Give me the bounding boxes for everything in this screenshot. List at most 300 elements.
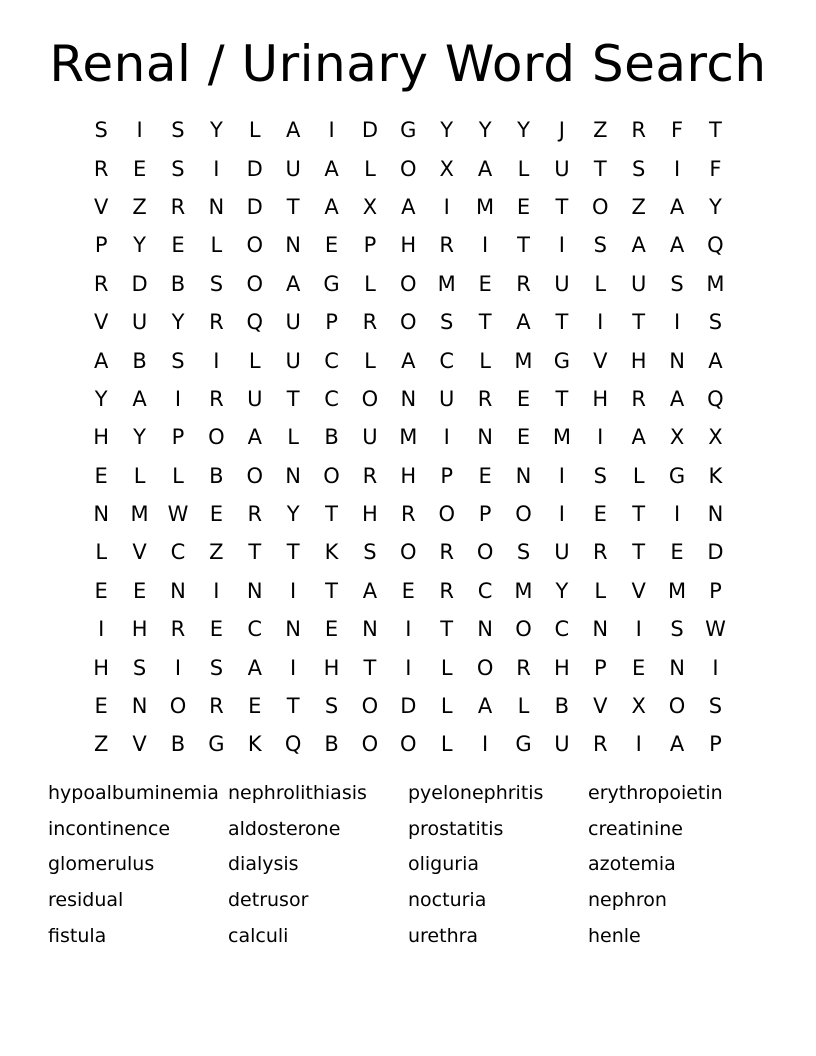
grid-letter[interactable]: K: [324, 540, 339, 565]
grid-letter[interactable]: N: [669, 348, 685, 373]
grid-letter[interactable]: E: [209, 617, 223, 642]
grid-letter[interactable]: H: [400, 463, 417, 488]
grid-letter[interactable]: S: [171, 348, 185, 373]
grid-letter[interactable]: R: [209, 386, 224, 411]
grid-letter[interactable]: S: [209, 655, 224, 680]
grid-letter[interactable]: Q: [707, 386, 724, 411]
grid-letter[interactable]: E: [401, 578, 415, 603]
grid-letter[interactable]: T: [325, 578, 338, 603]
grid-letter[interactable]: O: [361, 386, 379, 411]
grid-letter[interactable]: R: [209, 310, 224, 335]
grid-letter[interactable]: T: [517, 233, 530, 258]
grid-letter[interactable]: N: [515, 463, 532, 488]
grid-letter[interactable]: I: [290, 655, 297, 680]
grid-letter[interactable]: O: [208, 425, 225, 450]
grid-letter[interactable]: E: [516, 425, 531, 450]
grid-letter[interactable]: N: [707, 502, 724, 527]
grid-letter[interactable]: R: [592, 540, 608, 565]
grid-letter[interactable]: O: [438, 502, 455, 527]
grid-letter[interactable]: Y: [517, 118, 530, 143]
grid-letter[interactable]: N: [400, 386, 417, 411]
grid-letter[interactable]: G: [515, 732, 532, 757]
grid-letter[interactable]: O: [515, 502, 532, 527]
grid-letter[interactable]: T: [325, 502, 338, 527]
grid-letter[interactable]: O: [476, 540, 494, 565]
grid-letter[interactable]: S: [209, 271, 224, 296]
grid-letter[interactable]: I: [673, 310, 681, 335]
grid-letter[interactable]: U: [554, 271, 570, 296]
grid-letter[interactable]: T: [363, 655, 377, 680]
grid-letter[interactable]: S: [593, 463, 607, 488]
grid-letter[interactable]: I: [213, 156, 220, 181]
grid-letter[interactable]: J: [558, 118, 565, 143]
grid-letter[interactable]: P: [709, 578, 722, 603]
puzzle-title: Renal / Urinary Word Search: [49, 35, 767, 93]
grid-letter[interactable]: I: [136, 118, 143, 143]
grid-letter[interactable]: I: [673, 156, 681, 181]
grid-letter[interactable]: Z: [593, 118, 608, 143]
grid-letter[interactable]: I: [558, 233, 565, 258]
grid-letter[interactable]: Y: [209, 118, 223, 143]
grid-letter[interactable]: P: [171, 425, 185, 450]
grid-letter[interactable]: O: [361, 732, 379, 757]
grid-letter[interactable]: L: [364, 271, 376, 296]
grid-letter[interactable]: E: [478, 271, 492, 296]
grid-letter[interactable]: A: [669, 386, 685, 411]
word-list-item: calculi: [228, 924, 289, 947]
grid-letter[interactable]: N: [669, 655, 685, 680]
grid-letter[interactable]: M: [552, 425, 571, 450]
grid-letter[interactable]: R: [209, 694, 224, 719]
grid-letter[interactable]: I: [482, 732, 489, 757]
grid-letter[interactable]: O: [668, 694, 686, 719]
grid-letter[interactable]: R: [439, 540, 454, 565]
grid-letter[interactable]: A: [247, 425, 262, 450]
grid-letter[interactable]: M: [514, 348, 533, 373]
grid-letter[interactable]: M: [437, 271, 456, 296]
grid-letter[interactable]: A: [324, 156, 339, 181]
grid-letter[interactable]: E: [478, 463, 492, 488]
grid-letter[interactable]: Z: [132, 194, 147, 219]
grid-letter[interactable]: L: [287, 425, 299, 450]
grid-letter[interactable]: E: [94, 578, 108, 603]
grid-letter[interactable]: S: [670, 271, 684, 296]
grid-letter[interactable]: N: [246, 578, 263, 603]
grid-letter[interactable]: L: [632, 463, 645, 488]
grid-letter[interactable]: N: [285, 617, 301, 642]
grid-letter[interactable]: A: [477, 694, 493, 719]
grid-letter[interactable]: R: [247, 502, 263, 527]
grid-letter[interactable]: I: [712, 655, 719, 680]
grid-letter[interactable]: H: [131, 617, 148, 642]
grid-letter[interactable]: U: [285, 310, 301, 335]
grid-letter[interactable]: B: [324, 425, 339, 450]
grid-letter[interactable]: Y: [171, 310, 185, 335]
grid-letter[interactable]: T: [632, 310, 646, 335]
grid-letter[interactable]: C: [247, 617, 263, 642]
grid-letter[interactable]: K: [247, 732, 262, 757]
grid-letter[interactable]: R: [93, 271, 109, 296]
grid-letter[interactable]: A: [669, 233, 685, 258]
grid-letter[interactable]: O: [361, 694, 379, 719]
grid-letter[interactable]: I: [443, 425, 450, 450]
grid-letter[interactable]: I: [673, 502, 681, 527]
grid-letter[interactable]: L: [248, 348, 261, 373]
grid-letter[interactable]: I: [213, 578, 220, 603]
grid-letter[interactable]: Y: [94, 386, 108, 411]
grid-letter[interactable]: A: [132, 386, 147, 411]
grid-letter[interactable]: G: [208, 732, 225, 757]
grid-letter[interactable]: L: [364, 348, 376, 373]
grid-letter[interactable]: H: [630, 348, 647, 373]
grid-letter[interactable]: P: [440, 463, 454, 488]
grid-letter[interactable]: P: [478, 502, 492, 527]
grid-letter[interactable]: U: [362, 425, 378, 450]
word-list-item: oliguria: [408, 853, 480, 876]
grid-letter[interactable]: L: [364, 156, 376, 181]
grid-letter[interactable]: A: [631, 425, 646, 450]
grid-letter[interactable]: L: [517, 694, 530, 719]
grid-letter[interactable]: N: [170, 578, 186, 603]
grid-letter[interactable]: U: [554, 156, 570, 181]
grid-letter[interactable]: R: [362, 310, 378, 335]
grid-letter[interactable]: O: [592, 194, 609, 219]
grid-letter[interactable]: E: [324, 233, 339, 258]
grid-letter[interactable]: T: [286, 194, 300, 219]
grid-letter[interactable]: A: [477, 156, 493, 181]
grid-letter[interactable]: A: [324, 194, 339, 219]
grid-letter[interactable]: R: [516, 271, 531, 296]
grid-letter[interactable]: A: [362, 578, 378, 603]
grid-letter[interactable]: O: [476, 655, 494, 680]
grid-letter[interactable]: R: [631, 118, 646, 143]
grid-letter[interactable]: L: [172, 463, 184, 488]
grid-letter[interactable]: I: [405, 655, 412, 680]
grid-letter[interactable]: D: [246, 194, 263, 219]
grid-letter[interactable]: I: [635, 732, 642, 757]
grid-letter[interactable]: Y: [133, 425, 146, 450]
grid-letter[interactable]: V: [132, 540, 147, 565]
grid-letter[interactable]: L: [95, 540, 108, 565]
grid-letter[interactable]: T: [286, 386, 300, 411]
grid-letter[interactable]: S: [171, 156, 185, 181]
grid-letter[interactable]: B: [209, 463, 224, 488]
grid-letter[interactable]: S: [708, 694, 723, 719]
grid-letter[interactable]: Y: [440, 118, 454, 143]
grid-letter[interactable]: L: [440, 694, 453, 719]
grid-letter[interactable]: P: [593, 655, 607, 680]
grid-letter[interactable]: U: [630, 271, 647, 296]
grid-letter[interactable]: X: [362, 194, 378, 219]
word-list-item: dialysis: [228, 853, 299, 876]
grid-letter[interactable]: A: [708, 348, 723, 373]
grid-letter[interactable]: W: [705, 617, 726, 642]
grid-letter[interactable]: D: [361, 118, 379, 143]
grid-letter[interactable]: L: [479, 348, 491, 373]
grid-letter[interactable]: H: [400, 233, 417, 258]
grid-letter[interactable]: T: [709, 118, 722, 143]
grid-letter[interactable]: N: [285, 463, 301, 488]
grid-letter[interactable]: B: [170, 732, 186, 757]
grid-letter[interactable]: B: [170, 271, 186, 296]
grid-letter[interactable]: I: [635, 617, 642, 642]
grid-letter[interactable]: T: [478, 310, 492, 335]
grid-letter[interactable]: Q: [707, 233, 724, 258]
grid-letter[interactable]: S: [324, 694, 339, 719]
grid-letter[interactable]: R: [516, 655, 531, 680]
grid-letter[interactable]: E: [670, 540, 684, 565]
grid-letter[interactable]: R: [401, 502, 416, 527]
word-list-item: erythropoietin: [588, 782, 723, 804]
grid-letter[interactable]: E: [94, 463, 108, 488]
grid-letter[interactable]: O: [323, 463, 340, 488]
grid-letter[interactable]: T: [440, 617, 454, 642]
grid-letter[interactable]: B: [132, 348, 147, 373]
grid-letter[interactable]: R: [592, 732, 608, 757]
grid-letter[interactable]: Y: [133, 233, 146, 258]
grid-letter[interactable]: E: [94, 694, 108, 719]
grid-letter[interactable]: V: [132, 732, 147, 757]
grid-letter[interactable]: U: [554, 732, 570, 757]
grid-letter[interactable]: F: [709, 156, 722, 181]
word-list-item: incontinence: [48, 817, 171, 840]
grid-letter[interactable]: R: [93, 156, 109, 181]
grid-letter[interactable]: E: [516, 194, 531, 219]
grid-letter[interactable]: L: [517, 156, 530, 181]
grid-letter[interactable]: R: [439, 578, 454, 603]
grid-letter[interactable]: W: [167, 502, 189, 527]
grid-letter[interactable]: S: [132, 655, 147, 680]
grid-letter[interactable]: I: [174, 386, 182, 411]
grid-letter[interactable]: H: [553, 655, 570, 680]
grid-letter[interactable]: S: [670, 617, 684, 642]
grid-letter[interactable]: U: [285, 156, 301, 181]
grid-letter[interactable]: U: [439, 386, 455, 411]
grid-letter[interactable]: A: [401, 194, 416, 219]
grid-letter[interactable]: O: [400, 310, 417, 335]
grid-letter[interactable]: T: [286, 694, 300, 719]
grid-letter[interactable]: S: [363, 540, 377, 565]
grid-letter[interactable]: I: [174, 655, 182, 680]
grid-letter[interactable]: L: [248, 118, 261, 143]
grid-letter[interactable]: G: [668, 463, 686, 488]
grid-letter[interactable]: X: [439, 156, 454, 181]
grid-letter[interactable]: O: [246, 271, 264, 296]
grid-letter[interactable]: O: [400, 156, 417, 181]
grid-letter[interactable]: I: [597, 425, 604, 450]
grid-letter[interactable]: U: [247, 386, 263, 411]
grid-letter[interactable]: C: [170, 540, 186, 565]
grid-letter[interactable]: T: [555, 386, 569, 411]
grid-letter[interactable]: R: [362, 463, 378, 488]
grid-letter[interactable]: U: [285, 348, 301, 373]
grid-letter[interactable]: G: [400, 118, 417, 143]
grid-letter[interactable]: A: [285, 118, 301, 143]
grid-letter[interactable]: T: [632, 540, 646, 565]
grid-letter[interactable]: N: [131, 694, 148, 719]
grid-letter[interactable]: A: [247, 655, 262, 680]
grid-letter[interactable]: R: [170, 194, 186, 219]
grid-letter[interactable]: O: [246, 233, 264, 258]
grid-letter[interactable]: I: [328, 118, 335, 143]
grid-letter[interactable]: Z: [94, 732, 109, 757]
grid-letter[interactable]: M: [399, 425, 418, 450]
grid-letter[interactable]: U: [131, 310, 148, 335]
grid-letter[interactable]: V: [631, 578, 646, 603]
grid-letter[interactable]: S: [94, 118, 108, 143]
grid-letter[interactable]: C: [324, 386, 339, 411]
grid-letter[interactable]: D: [246, 156, 263, 181]
grid-letter[interactable]: T: [555, 310, 569, 335]
grid-letter[interactable]: E: [516, 386, 531, 411]
grid-letter[interactable]: P: [709, 732, 722, 757]
grid-letter[interactable]: C: [324, 348, 339, 373]
grid-letter[interactable]: N: [477, 425, 493, 450]
grid-letter[interactable]: L: [210, 233, 223, 258]
grid-letter[interactable]: I: [558, 502, 565, 527]
grid-letter[interactable]: D: [400, 694, 417, 719]
grid-letter[interactable]: Q: [284, 732, 302, 757]
grid-letter[interactable]: T: [286, 540, 300, 565]
grid-letter[interactable]: M: [130, 502, 149, 527]
grid-letter[interactable]: F: [671, 118, 684, 143]
grid-letter[interactable]: N: [93, 502, 110, 527]
grid-letter[interactable]: N: [208, 194, 225, 219]
grid-letter[interactable]: U: [554, 540, 570, 565]
grid-letter[interactable]: Y: [709, 194, 722, 219]
grid-letter[interactable]: Y: [286, 502, 300, 527]
grid-letter[interactable]: O: [400, 732, 417, 757]
grid-letter[interactable]: A: [669, 194, 685, 219]
grid-letter[interactable]: I: [213, 348, 220, 373]
grid-letter[interactable]: I: [98, 617, 105, 642]
grid-letter[interactable]: M: [706, 271, 725, 296]
grid-letter[interactable]: A: [669, 732, 685, 757]
word-list-item: nephron: [588, 889, 667, 912]
grid-letter[interactable]: M: [667, 578, 687, 603]
grid-letter[interactable]: E: [248, 694, 262, 719]
grid-letter[interactable]: V: [94, 194, 109, 219]
grid-letter[interactable]: H: [93, 655, 110, 680]
grid-letter[interactable]: M: [476, 194, 495, 219]
grid-letter[interactable]: N: [592, 617, 609, 642]
grid-letter[interactable]: S: [631, 156, 646, 181]
word-list-item: detrusor: [228, 889, 309, 912]
grid-letter[interactable]: E: [171, 233, 185, 258]
word-list-item: residual: [48, 889, 124, 912]
grid-letter[interactable]: A: [94, 348, 109, 373]
grid-letter[interactable]: C: [439, 348, 455, 373]
grid-letter[interactable]: Y: [478, 118, 492, 143]
grid-letter[interactable]: I: [290, 578, 297, 603]
grid-letter[interactable]: O: [246, 463, 264, 488]
grid-letter[interactable]: O: [400, 540, 417, 565]
grid-letter[interactable]: P: [94, 233, 108, 258]
grid-letter[interactable]: I: [482, 233, 489, 258]
grid-letter[interactable]: C: [477, 578, 493, 603]
grid-letter[interactable]: I: [443, 194, 450, 219]
grid-letter[interactable]: R: [170, 617, 186, 642]
word-list: [48, 778, 768, 956]
grid-letter[interactable]: P: [363, 233, 377, 258]
grid-letter[interactable]: D: [131, 271, 148, 296]
grid-letter[interactable]: Q: [246, 310, 264, 335]
grid-letter[interactable]: C: [554, 617, 570, 642]
grid-letter[interactable]: L: [133, 463, 146, 488]
grid-letter[interactable]: S: [516, 540, 531, 565]
grid-letter[interactable]: Y: [555, 578, 569, 603]
grid-letter[interactable]: E: [209, 502, 223, 527]
grid-letter[interactable]: D: [707, 540, 724, 565]
grid-letter[interactable]: N: [477, 617, 493, 642]
grid-letter[interactable]: H: [362, 502, 378, 527]
grid-letter[interactable]: B: [554, 694, 570, 719]
grid-letter[interactable]: E: [132, 578, 147, 603]
grid-letter[interactable]: S: [440, 310, 454, 335]
letter-grid: [82, 111, 735, 764]
grid-letter[interactable]: E: [132, 156, 147, 181]
grid-letter[interactable]: T: [632, 502, 646, 527]
grid-letter[interactable]: G: [553, 348, 571, 373]
grid-letter[interactable]: R: [477, 386, 493, 411]
grid-letter[interactable]: A: [516, 310, 531, 335]
grid-letter[interactable]: Z: [209, 540, 224, 565]
grid-letter[interactable]: L: [440, 732, 453, 757]
grid-letter[interactable]: N: [362, 617, 378, 642]
grid-letter[interactable]: I: [558, 463, 565, 488]
grid-letter[interactable]: K: [708, 463, 723, 488]
grid-letter[interactable]: V: [593, 694, 608, 719]
grid-letter[interactable]: T: [248, 540, 262, 565]
grid-letter[interactable]: S: [593, 233, 607, 258]
grid-letter[interactable]: L: [594, 271, 607, 296]
grid-letter[interactable]: I: [405, 617, 412, 642]
grid-letter[interactable]: I: [597, 310, 604, 335]
grid-letter[interactable]: X: [708, 425, 723, 450]
grid-letter[interactable]: A: [285, 271, 301, 296]
grid-letter[interactable]: H: [93, 425, 110, 450]
grid-letter[interactable]: H: [323, 655, 340, 680]
grid-letter[interactable]: O: [169, 694, 187, 719]
grid-letter[interactable]: S: [708, 310, 723, 335]
grid-letter[interactable]: G: [323, 271, 340, 296]
grid-letter[interactable]: B: [324, 732, 339, 757]
grid-letter[interactable]: P: [325, 310, 338, 335]
grid-letter[interactable]: V: [593, 348, 608, 373]
grid-letter[interactable]: H: [592, 386, 609, 411]
grid-letter[interactable]: S: [171, 118, 185, 143]
grid-letter[interactable]: V: [94, 310, 109, 335]
grid-letter[interactable]: X: [669, 425, 685, 450]
grid-letter[interactable]: R: [631, 386, 646, 411]
grid-letter[interactable]: O: [400, 271, 417, 296]
grid-letter[interactable]: R: [439, 233, 454, 258]
grid-letter[interactable]: A: [631, 233, 646, 258]
grid-letter[interactable]: N: [285, 233, 301, 258]
grid-letter[interactable]: O: [515, 617, 532, 642]
grid-letter[interactable]: X: [631, 694, 646, 719]
grid-letter[interactable]: L: [594, 578, 607, 603]
grid-letter[interactable]: T: [555, 194, 569, 219]
grid-letter[interactable]: E: [593, 502, 607, 527]
grid-letter[interactable]: L: [440, 655, 453, 680]
grid-letter[interactable]: Z: [631, 194, 646, 219]
grid-letter[interactable]: T: [593, 156, 607, 181]
grid-letter[interactable]: A: [401, 348, 416, 373]
grid-letter[interactable]: E: [324, 617, 339, 642]
grid-letter[interactable]: E: [632, 655, 646, 680]
grid-letter[interactable]: M: [514, 578, 533, 603]
